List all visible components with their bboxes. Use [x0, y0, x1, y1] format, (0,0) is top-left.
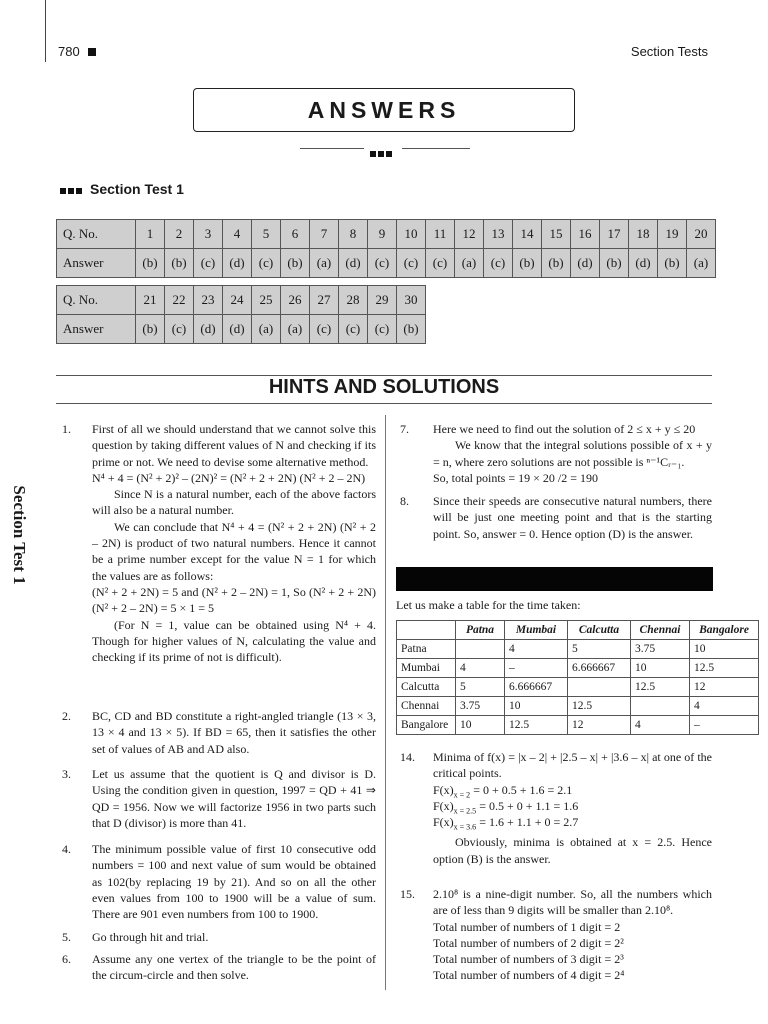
table-cell: 10: [690, 640, 759, 659]
section-title: Section Test 1: [60, 181, 184, 197]
row-label: Answer: [57, 249, 136, 278]
answer-cell: 9: [368, 220, 397, 249]
answer-cell: (c): [310, 315, 339, 344]
square-bullet-icon: [88, 48, 96, 56]
table-cell: 12.5: [505, 716, 568, 735]
answer-cell: 23: [194, 286, 223, 315]
table-cell: 12.5: [568, 697, 631, 716]
answer-cell: 3: [194, 220, 223, 249]
answer-cell: 25: [252, 286, 281, 315]
table-cell: 10: [631, 659, 690, 678]
table-row: [397, 697, 759, 716]
answer-cell: 21: [136, 286, 165, 315]
table-cell: 10: [505, 697, 568, 716]
side-tab: Section Test 1: [10, 485, 29, 585]
question-number-row: [57, 220, 716, 249]
answer-cell: 12: [455, 220, 484, 249]
answer-cell: (b): [658, 249, 687, 278]
table-cell: –: [690, 716, 759, 735]
answer-cell: 8: [339, 220, 368, 249]
answer-cell: 5: [252, 220, 281, 249]
table-cell: 10: [456, 716, 505, 735]
answer-cell: (d): [571, 249, 600, 278]
column-header: Chennai: [631, 621, 690, 640]
answer-cell: (c): [484, 249, 513, 278]
table-cell: 5: [568, 640, 631, 659]
answer-row: [57, 249, 716, 278]
answer-cell: (d): [223, 249, 252, 278]
answer-cell: (c): [194, 249, 223, 278]
answer-cell: 22: [165, 286, 194, 315]
answer-cell: (d): [223, 315, 252, 344]
page-number: 780: [58, 44, 96, 59]
answer-cell: 17: [600, 220, 629, 249]
table-row: [397, 659, 759, 678]
table-cell: 5: [456, 678, 505, 697]
answer-cell: (a): [687, 249, 716, 278]
answer-cell: (c): [165, 315, 194, 344]
answer-cell: 14: [513, 220, 542, 249]
answer-key-table: [56, 219, 716, 278]
answer-cell: (b): [600, 249, 629, 278]
table-intro: Let us make a table for the time taken:: [396, 598, 581, 612]
table-row: [397, 640, 759, 659]
answer-key-table-2: [56, 285, 426, 344]
table-cell: 4: [631, 716, 690, 735]
divider: [56, 403, 712, 404]
answer-row: [57, 315, 426, 344]
answer-cell: (b): [542, 249, 571, 278]
row-label: Answer: [57, 315, 136, 344]
answer-cell: (d): [629, 249, 658, 278]
hints-title: HINTS AND SOLUTIONS: [268, 376, 500, 398]
table-cell: 12.5: [631, 678, 690, 697]
row-header: Patna: [397, 640, 456, 659]
answer-cell: 24: [223, 286, 252, 315]
ornament-rule-left: [300, 148, 364, 149]
answer-cell: 1: [136, 220, 165, 249]
table-cell: 6.666667: [568, 659, 631, 678]
answer-cell: 13: [484, 220, 513, 249]
answer-cell: (c): [368, 249, 397, 278]
answer-cell: (b): [165, 249, 194, 278]
margin-rule: [45, 0, 46, 62]
square-bullet-icon: [76, 188, 82, 194]
row-header: Mumbai: [397, 659, 456, 678]
answer-cell: 4: [223, 220, 252, 249]
answer-cell: 27: [310, 286, 339, 315]
answer-cell: (a): [455, 249, 484, 278]
table-cell: 4: [690, 697, 759, 716]
answer-cell: (c): [252, 249, 281, 278]
answer-cell: 19: [658, 220, 687, 249]
table-cell: [568, 678, 631, 697]
table-header-row: [397, 621, 759, 640]
answer-cell: (d): [194, 315, 223, 344]
answer-cell: 26: [281, 286, 310, 315]
row-header: Calcutta: [397, 678, 456, 697]
table-cell: 3.75: [631, 640, 690, 659]
formula-line: $F(x)_{x = 2} = 0 + 0.5 + 1.6 = 2.1$: [433, 782, 573, 799]
table-cell: 12: [690, 678, 759, 697]
table-row: [397, 716, 759, 735]
answer-cell: (c): [397, 249, 426, 278]
table-cell: [631, 697, 690, 716]
column-header: [397, 621, 456, 640]
table-row: [397, 678, 759, 697]
ornament-rule-right: [402, 148, 470, 149]
answer-cell: (a): [281, 315, 310, 344]
answer-cell: 6: [281, 220, 310, 249]
formula-line: $F(x)_{x = 2.5} = 0.5 + 0 + 1.1 = 1.6$: [433, 798, 579, 816]
square-bullet-icon: [68, 188, 74, 194]
answer-cell: 20: [687, 220, 716, 249]
answer-cell: (b): [136, 249, 165, 278]
ornament-squares-icon: [370, 144, 394, 162]
answer-cell: 15: [542, 220, 571, 249]
answer-cell: (c): [426, 249, 455, 278]
column-header: Calcutta: [568, 621, 631, 640]
answer-cell: 16: [571, 220, 600, 249]
formula-line: $F(x)_{x = 3.6} = 1.6 + 1.1 + 0 = 2.7$: [433, 815, 579, 832]
row-label: Q. No.: [57, 286, 136, 315]
answer-cell: (c): [339, 315, 368, 344]
row-header: Chennai: [397, 697, 456, 716]
answer-cell: 29: [368, 286, 397, 315]
answer-cell: (b): [397, 315, 426, 344]
answer-cell: 30: [397, 286, 426, 315]
row-header: Bangalore: [397, 716, 456, 735]
redacted-bar: [396, 567, 713, 591]
table-cell: 12: [568, 716, 631, 735]
answer-cell: 28: [339, 286, 368, 315]
table-cell: 3.75: [456, 697, 505, 716]
column-header: Patna: [456, 621, 505, 640]
answer-cell: (a): [252, 315, 281, 344]
answer-cell: 11: [426, 220, 455, 249]
table-cell: 4: [456, 659, 505, 678]
answer-cell: (b): [136, 315, 165, 344]
time-table: [396, 620, 759, 735]
question-number-row: [57, 286, 426, 315]
table-cell: 12.5: [690, 659, 759, 678]
running-header: Section Tests: [630, 44, 708, 59]
answer-cell: 7: [310, 220, 339, 249]
answer-cell: 10: [397, 220, 426, 249]
row-label: Q. No.: [57, 220, 136, 249]
column-divider: [385, 415, 386, 990]
answer-cell: 2: [165, 220, 194, 249]
column-header: Mumbai: [505, 621, 568, 640]
table-cell: 4: [505, 640, 568, 659]
square-bullet-icon: [60, 188, 66, 194]
table-cell: [456, 640, 505, 659]
answer-cell: (d): [339, 249, 368, 278]
answer-cell: (a): [310, 249, 339, 278]
answer-cell: 18: [629, 220, 658, 249]
column-header: Bangalore: [690, 621, 759, 640]
answers-heading-box: [193, 88, 575, 132]
answer-cell: (c): [368, 315, 397, 344]
answer-cell: (b): [281, 249, 310, 278]
table-cell: 6.666667: [505, 678, 568, 697]
answers-heading: ANSWERS: [307, 96, 461, 123]
table-cell: –: [505, 659, 568, 678]
answer-cell: (b): [513, 249, 542, 278]
